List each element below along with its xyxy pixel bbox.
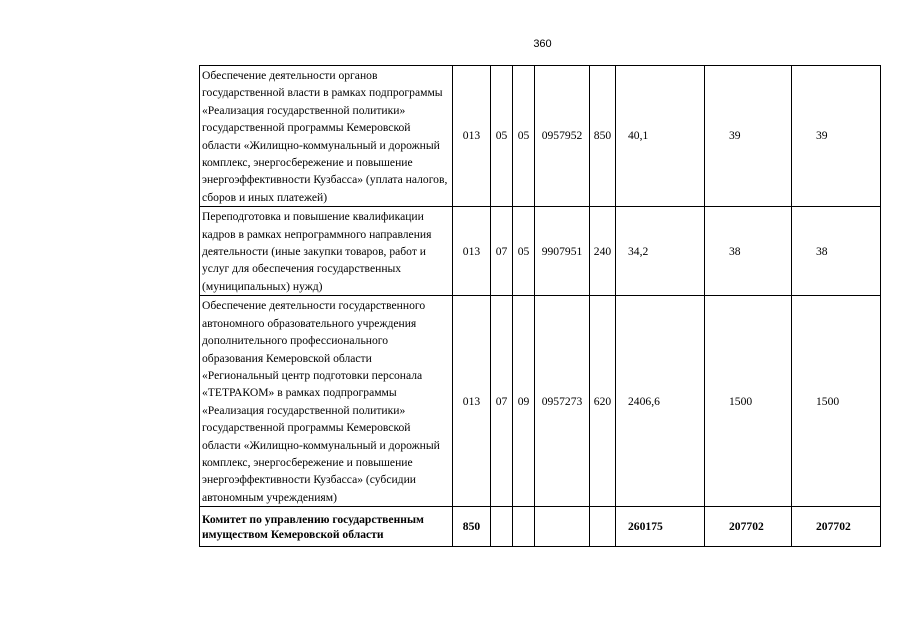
- value-year-3: 1500: [792, 296, 881, 507]
- value-year-1: 34,2: [616, 207, 705, 296]
- table-row: [200, 66, 881, 207]
- value-year-3: 38: [792, 207, 881, 296]
- total-value-year-2: 207702: [705, 507, 792, 547]
- value-year-1: 2406,6: [616, 296, 705, 507]
- subsection-code: 05: [513, 66, 535, 207]
- total-target-code: [535, 507, 590, 547]
- total-ministry-code: 850: [453, 507, 491, 547]
- value-year-2: 1500: [705, 296, 792, 507]
- value-year-2: 38: [705, 207, 792, 296]
- page-number: 360: [533, 38, 552, 50]
- total-value-year-3: 207702: [792, 507, 881, 547]
- table-row: [200, 296, 881, 507]
- row-description: Обеспечение деятельности органов государственной власти в рамках подпрограммы «Реализация государственной политики» государственной программы Кемеровской области «Жилищно-коммунальный и дорожный комплекс, энергосбережение и повышение энергоэффективности Кузбасса» (уплата налогов, сборов и иных платежей): [200, 66, 453, 207]
- ministry-code: 013: [453, 296, 491, 507]
- subsection-code: 05: [513, 207, 535, 296]
- budget-table: [199, 65, 881, 547]
- value-year-3: 39: [792, 66, 881, 207]
- row-description: Обеспечение деятельности государственного автономного образовательного учреждения дополнительного профессионального образования Кемеровской области «Региональный центр подготовки персонала «ТЕТРАКОМ» в рамках подпрограммы «Реализация государственной политики» государственной программы Кемеровской области «Жилищно-коммунальный и дорожный комплекс, энергосбережение и повышение энергоэффективности Кузбасса» (субсидии автономным учреждениям): [200, 296, 453, 507]
- value-year-2: 39: [705, 66, 792, 207]
- target-code: 0957273: [535, 296, 590, 507]
- target-code: 0957952: [535, 66, 590, 207]
- table-row: [200, 207, 881, 296]
- target-code: 9907951: [535, 207, 590, 296]
- ministry-code: 013: [453, 66, 491, 207]
- subsection-code: 09: [513, 296, 535, 507]
- value-year-1: 40,1: [616, 66, 705, 207]
- total-value-year-1: 260175: [616, 507, 705, 547]
- total-row: [200, 507, 881, 547]
- section-code: 07: [491, 296, 513, 507]
- row-description: Переподготовка и повышение квалификации кадров в рамках непрограммного направления деятельности (иные закупки товаров, работ и услуг для обеспечения государственных (муниципальных) нужд): [200, 207, 453, 296]
- total-subsection-code: [513, 507, 535, 547]
- expense-type-code: 620: [590, 296, 616, 507]
- total-expense-type-code: [590, 507, 616, 547]
- total-description: Комитет по управлению государственным имуществом Кемеровской области: [200, 507, 453, 547]
- expense-type-code: 850: [590, 66, 616, 207]
- ministry-code: 013: [453, 207, 491, 296]
- total-section-code: [491, 507, 513, 547]
- section-code: 05: [491, 66, 513, 207]
- expense-type-code: 240: [590, 207, 616, 296]
- section-code: 07: [491, 207, 513, 296]
